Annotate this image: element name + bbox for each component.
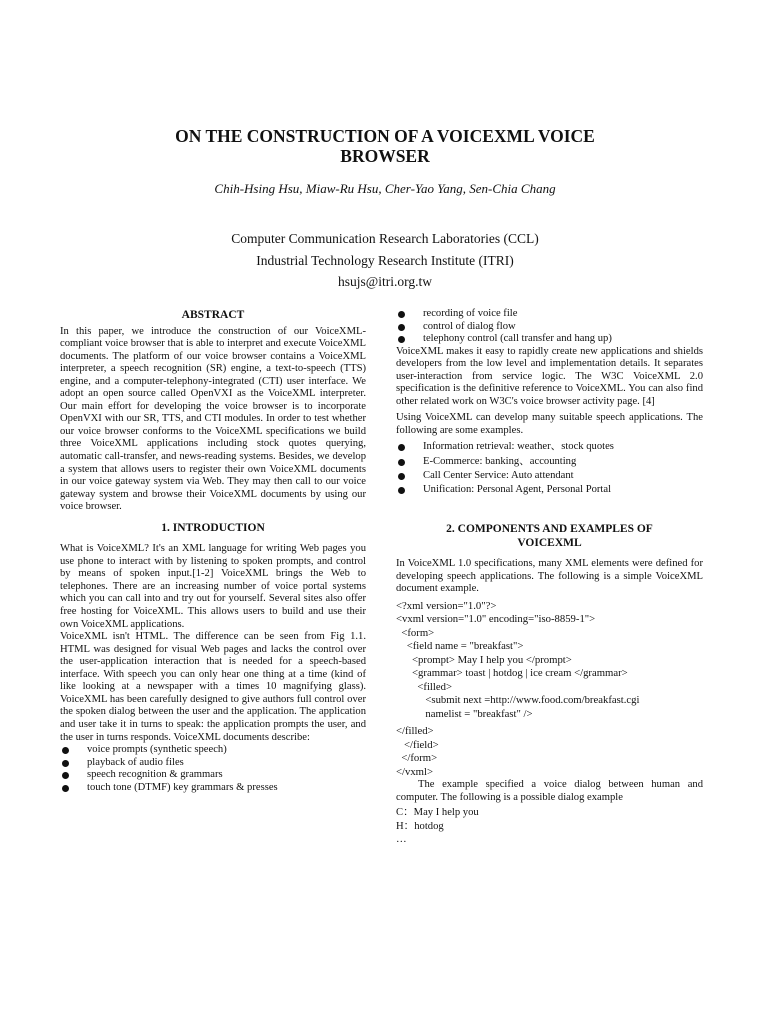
application-examples-list	[396, 441, 703, 496]
list-item: control of dialog flow	[396, 321, 703, 334]
list-item: voice prompts (synthetic speech)	[60, 744, 366, 757]
bullet-icon	[62, 760, 69, 767]
code-line: namelist = "breakfast" />	[396, 707, 533, 720]
code-line: <prompt> May I help you </prompt>	[396, 653, 572, 666]
section-2-paragraph-2: The example specified a voice dialog between human and computer. The following is a possible dialog example	[396, 779, 703, 803]
affiliation-block	[0, 228, 770, 293]
voicexml-code-example	[396, 600, 703, 780]
bullet-icon	[398, 473, 405, 480]
list-item: Unification: Personal Agent, Personal Portal	[396, 484, 703, 497]
list-item: touch tone (DTMF) key grammars & presses	[60, 782, 366, 795]
bullet-icon	[398, 487, 405, 494]
affiliation-lab: Computer Communication Research Laboratories (CCL)	[231, 231, 539, 246]
list-item: telephony control (call transfer and hang up)	[396, 333, 703, 346]
bullet-icon	[62, 747, 69, 754]
code-line: <form>	[396, 626, 435, 639]
affiliation-institute: Industrial Technology Research Institute (ITRI)	[256, 252, 514, 268]
list-item: Call Center Service: Auto attendant	[396, 470, 703, 483]
bullet-icon	[398, 459, 405, 466]
dialog-example	[396, 806, 703, 847]
bullet-icon	[62, 772, 69, 779]
dialog-line: C：May I help you	[396, 807, 479, 819]
code-line: <grammar> toast | hotdog | ice cream </grammar>	[396, 667, 628, 680]
code-line: </field>	[396, 738, 439, 751]
intro-paragraph-1: What is VoiceXML? It's an XML language for writing Web pages you use phone to interact with by listening to spoken prompts, and control by means of spoken input.[1-2] VoiceXML brings the Web to telephones. There are an increasing number of voice portal systems which you can call into and try out for yourself. Several sites also offer free hosting for VoiceXML. This allows users to build and use their own VoiceXML applications.	[60, 543, 366, 630]
list-item: speech recognition & grammars	[60, 769, 366, 782]
title-line-1: ON THE CONSTRUCTION OF A VOICEXML VOICE	[175, 126, 595, 146]
code-line: <submit next =http://www.food.com/breakfast.cgi	[396, 694, 640, 707]
list-item: E-Commerce: banking、accounting	[396, 456, 703, 469]
author-list: Chih-Hsing Hsu, Miaw-Ru Hsu, Cher-Yao Yang, Sen-Chia Chang	[214, 181, 556, 196]
bullet-icon	[62, 785, 69, 792]
section-2-paragraph-1: In VoiceXML 1.0 specifications, many XML elements were defined for developing speech applications. The following is a simple VoiceXML document example.	[396, 558, 703, 595]
voicexml-overview-paragraph: VoiceXML makes it easy to rapidly create new applications and shields developers from the low level and implementation details. It separates user-interaction from service logic. The W3C VoiceXML 2.0 specification is the definitive reference to VoiceXML. You can also find other related work on W3C's voice browser activity page. [4]	[396, 345, 703, 407]
list-item: playback of audio files	[60, 757, 366, 770]
code-line: <filled>	[396, 680, 452, 693]
bullet-icon	[398, 336, 405, 343]
right-column	[396, 308, 703, 847]
introduction-heading: 1. INTRODUCTION	[161, 521, 265, 534]
author-email: hsujs@itri.org.tw	[338, 274, 432, 289]
section-2-heading: 2. COMPONENTS AND EXAMPLES OF VOICEXML	[446, 523, 653, 550]
paper-title	[0, 126, 770, 166]
dialog-line: …	[396, 834, 407, 846]
dialog-line: H：hotdog	[396, 820, 444, 832]
code-line: </form>	[396, 752, 438, 765]
code-line: </filled>	[396, 725, 434, 738]
list-item: Information retrieval: weather、stock quotes	[396, 441, 703, 454]
bullet-icon	[398, 324, 405, 331]
list-item: recording of voice file	[396, 308, 703, 321]
code-line: </vxml>	[396, 765, 433, 778]
code-line: <vxml version="1.0" encoding="iso-8859-1">	[396, 613, 596, 626]
intro-bullet-list	[60, 744, 366, 794]
intro-paragraph-2: VoiceXML isn't HTML. The difference can be seen from Fig 1.1. HTML was designed for visual Web pages and lacks the control over the user-application interaction that is needed for a speech-based interface. With speech you can only hear one thing at a time (kind of like looking at a newspaper with a times 10 magnifying glass). VoiceXML has been carefully designed to give authors full control over the spoken dialog between the user and the application. The application and user take it in turns to speak: the application prompts the user, and the user in turns responds. VoiceXML documents describe:	[60, 631, 366, 743]
code-line: <?xml version="1.0"?>	[396, 599, 497, 612]
applications-intro-paragraph: Using VoiceXML can develop many suitable speech applications. The following are some examples.	[396, 412, 703, 436]
title-line-2: BROWSER	[340, 146, 430, 166]
bullet-icon	[398, 444, 405, 451]
left-column	[60, 309, 366, 794]
code-line: <field name = "breakfast">	[396, 640, 524, 653]
abstract-text: In this paper, we introduce the construction of our VoiceXML-compliant voice browser that is able to interpret and execute VoiceXML documents. The platform of our voice browser contains a VoiceXML interpreter, a speech recognition (SR) engine, a text-to-speech (TTS) engine, and a computer-telephony-integrated (CTI) user interface. We adopt an open source called OpenVXI as the VoiceXML interpreter. Our main effort for developing the voice browser is to incorporate OpenVXI with our SR, TTS, and CTI modules. In order to test whether our voice browser conforms to the VoiceXML specifications we build three VoiceXML applications including stock quotes querying, automatic call-transfer, and news-reading systems. Besides, we develop a system that allows users to register their own VoiceXML documents in our voice gateway system via Web. They may then call to our voice gateway system and browse their VoiceXML documents by using our voice browser.	[60, 325, 366, 513]
bullet-icon	[398, 311, 405, 318]
abstract-heading: ABSTRACT	[181, 309, 245, 321]
continued-bullet-list	[396, 308, 703, 346]
